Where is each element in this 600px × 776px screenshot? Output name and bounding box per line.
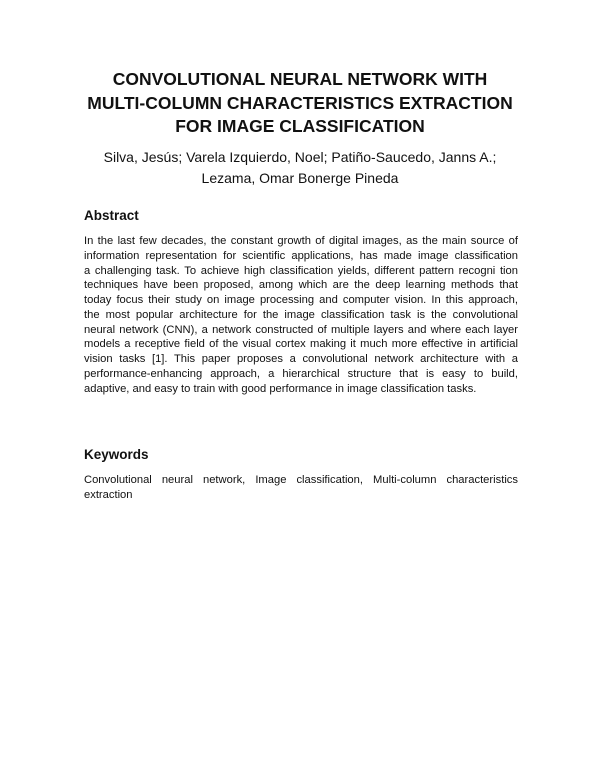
abstract-line: neural network (CNN), a network constructed of multiple layers and where each layer bbox=[84, 323, 518, 336]
abstract-line: In the last few decades, the constant growth of digital images, as the main source of bbox=[84, 235, 518, 247]
keywords-heading: Keywords bbox=[84, 447, 149, 462]
keywords-line: extraction bbox=[84, 488, 133, 501]
paper-title bbox=[0, 68, 600, 139]
abstract-line: information representation for scientific applications, has made image classification bbox=[84, 249, 518, 262]
authors bbox=[0, 147, 600, 189]
abstract-line: models a receptive field of the visual cortex making it much more effective in artificial bbox=[84, 338, 518, 351]
abstract-line: techniques have been proposed, among which are the deep learning methods that bbox=[84, 279, 518, 292]
abstract-line: performance-enhancing approach, a hierarchical structure that is easy to build, bbox=[84, 367, 518, 380]
abstract-line: adaptive, and easy to train with good performance in image classification tasks. bbox=[84, 382, 477, 395]
abstract-line: vision tasks [1]. This paper proposes a convolutional network architecture with a bbox=[84, 353, 518, 365]
title-line: FOR IMAGE CLASSIFICATION bbox=[175, 116, 425, 136]
title-line: CONVOLUTIONAL NEURAL NETWORK WITH bbox=[112, 69, 488, 89]
abstract-line: a challenging task. To achieve high classification yields, different pattern recogni tion bbox=[84, 264, 518, 277]
author-line: Lezama, Omar Bonerge Pineda bbox=[201, 170, 399, 186]
abstract-line: today focus their study on image processing and computer vision. In this approach, bbox=[84, 294, 518, 306]
abstract-line: the most popular architecture for the image classification task is the convolutional bbox=[84, 308, 518, 321]
keywords-body bbox=[84, 473, 518, 503]
keywords-line: Convolutional neural network, Image classification, Multi-column characteristics bbox=[84, 474, 518, 486]
abstract-body bbox=[84, 234, 518, 396]
abstract-heading: Abstract bbox=[84, 208, 139, 223]
title-line: MULTI-COLUMN CHARACTERISTICS EXTRACTION bbox=[87, 92, 513, 113]
author-line: Silva, Jesús; Varela Izquierdo, Noel; Patiño-Saucedo, Janns A.; bbox=[103, 149, 497, 165]
